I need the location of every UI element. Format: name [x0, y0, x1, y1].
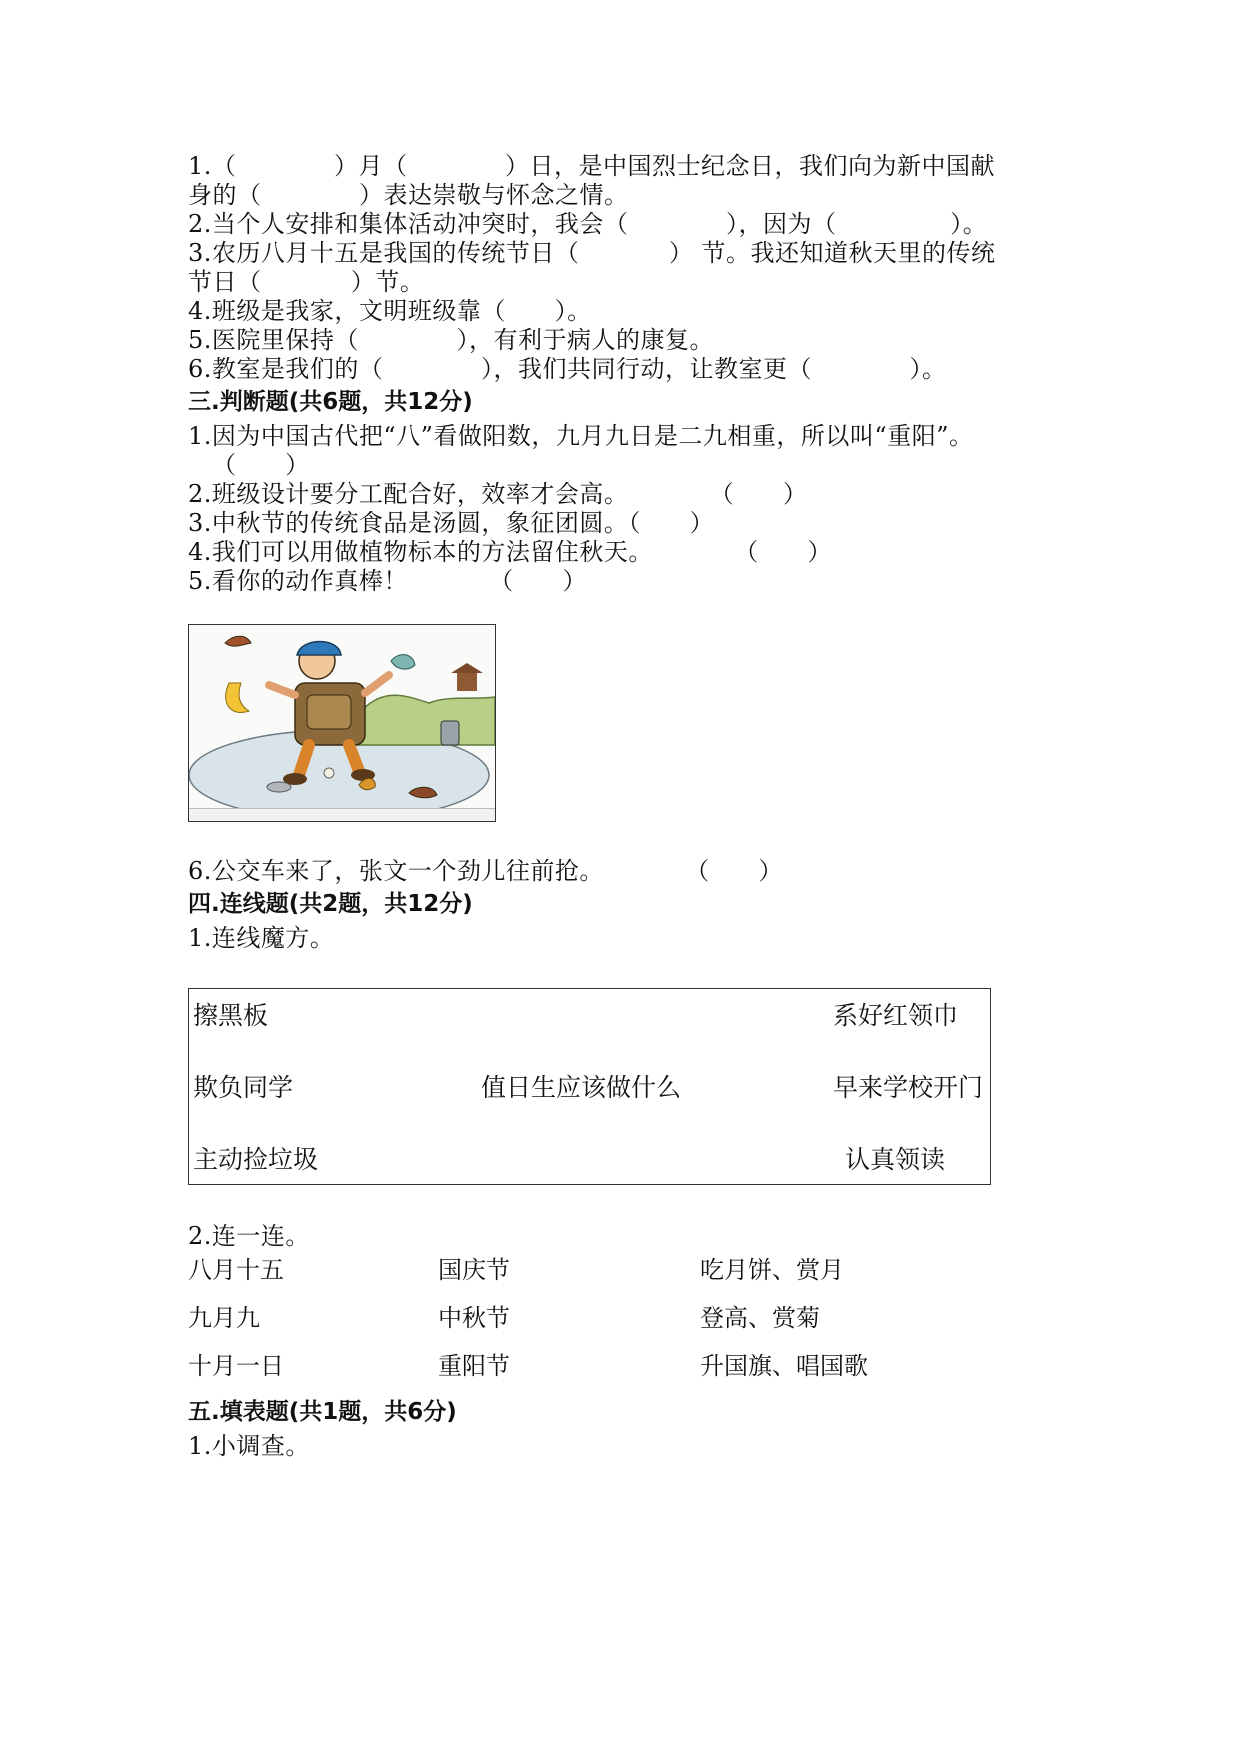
judge-question-3: 3.中秋节的传统食品是汤圆，象征团圆。（ ） — [188, 509, 715, 537]
section-3-heading: 三.判断题(共6题，共12分) — [188, 389, 473, 415]
fill-question-2: 2.当个人安排和集体活动冲突时，我会（ ），因为（ ）。 — [188, 210, 988, 238]
fill-question-3-line-1: 3.农历八月十五是我国的传统节日（ ） 节。我还知道秋天里的传统 — [188, 239, 996, 267]
match-festival-item[interactable]: 国庆节 — [438, 1256, 510, 1284]
matching-question-1: 1.连线魔方。 — [188, 924, 335, 952]
match-date-item[interactable]: 八月十五 — [188, 1256, 284, 1284]
judge-question-1-line-2: （ ） — [212, 451, 310, 479]
match-date-item[interactable]: 九月九 — [188, 1304, 260, 1332]
judge-question-5: 5.看你的动作真棒！ （ ） — [188, 567, 587, 595]
matching-right-item[interactable]: 系好红领巾 — [833, 1001, 959, 1030]
fill-question-5: 5.医院里保持（ ），有利于病人的康复。 — [188, 326, 714, 354]
cartoon-illustration — [188, 624, 496, 822]
judge-question-1-line-1: 1.因为中国古代把“八”看做阳数，九月九日是二九相重，所以叫“重阳”。 — [188, 422, 974, 450]
section-4-heading: 四.连线题(共2题，共12分) — [188, 891, 473, 917]
table-question-1: 1.小调查。 — [188, 1432, 310, 1460]
fill-question-1-line-2: 身的（ ）表达崇敬与怀念之情。 — [188, 181, 629, 209]
judge-question-4: 4.我们可以用做植物标本的方法留住秋天。 （ ） — [188, 538, 832, 566]
matching-center-prompt: 值日生应该做什么 — [481, 1073, 682, 1102]
match-custom-item[interactable]: 升国旗、唱国歌 — [700, 1352, 868, 1380]
matching-question-2: 2.连一连。 — [188, 1222, 310, 1250]
matching-right-item[interactable]: 早来学校开门 — [833, 1073, 984, 1102]
fill-question-6: 6.教室是我们的（ ），我们共同行动，让教室更（ ）。 — [188, 355, 947, 383]
fill-question-3-line-2: 节日（ ）节。 — [188, 268, 425, 296]
match-festival-item[interactable]: 重阳节 — [438, 1352, 510, 1380]
match-festival-item[interactable]: 中秋节 — [438, 1304, 510, 1332]
matching-right-item[interactable]: 认真领读 — [845, 1145, 946, 1174]
matching-cube-box — [188, 988, 991, 1185]
match-custom-item[interactable]: 吃月饼、赏月 — [700, 1256, 844, 1284]
judge-question-6: 6.公交车来了，张文一个劲儿往前抢。 （ ） — [188, 857, 783, 885]
section-5-heading: 五.填表题(共1题，共6分) — [188, 1399, 457, 1425]
cartoon-caption-strip — [189, 808, 495, 821]
match-date-item[interactable]: 十月一日 — [188, 1352, 284, 1380]
matching-left-item[interactable]: 欺负同学 — [193, 1073, 294, 1102]
match-custom-item[interactable]: 登高、赏菊 — [700, 1304, 820, 1332]
fill-question-1-line-1: 1.（ ）月（ ）日，是中国烈士纪念日，我们向为新中国献 — [188, 152, 995, 180]
matching-left-item[interactable]: 擦黑板 — [193, 1001, 269, 1030]
fill-question-4: 4.班级是我家，文明班级靠（ ）。 — [188, 297, 592, 325]
judge-question-2: 2.班级设计要分工配合好，效率才会高。 （ ） — [188, 480, 808, 508]
cartoon-drawing — [189, 625, 495, 821]
matching-left-item[interactable]: 主动捡垃圾 — [193, 1145, 319, 1174]
